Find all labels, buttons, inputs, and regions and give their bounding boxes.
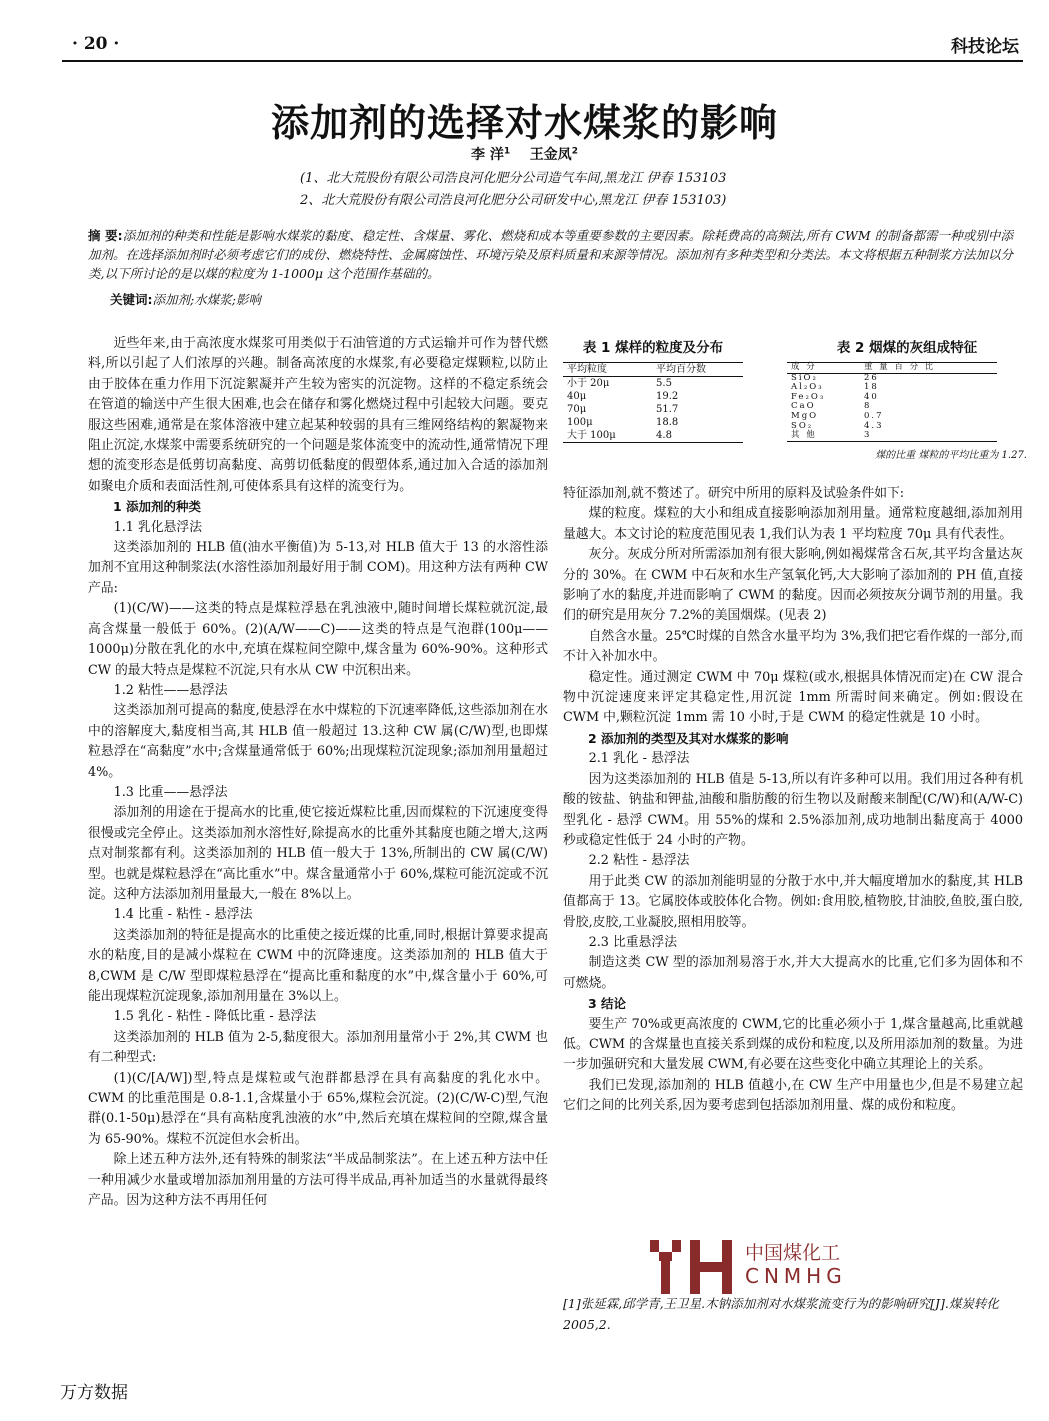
page-number: · 20 · <box>72 34 120 54</box>
reference: [1]张延霖,邱学青,王卫星.木钠添加剂对水煤浆流变行为的影响研究[J].煤炭转化 2005,2. <box>563 1296 999 1332</box>
watermark-cn: 中国煤化工 <box>745 1242 841 1264</box>
article-title: 添加剂的选择对水煤浆的影响 <box>270 101 778 145</box>
paragraph: 自然含水量。25℃时煤的自然含水量平均为 3%,我们把它看作煤的一部分,而不计入补加水中。 <box>563 628 1023 665</box>
paragraph: (1)(C/W)——这类的特点是煤粒浮悬在乳浊液中,随时间增长煤粒就沉淀,最高含煤量一般低于 60%。(2)(A/W——C)——这类的特点是气泡群(100μ——1000μ)分散在乳化的水中,充填在煤粒间空隙中,煤含量为 60%-90%。这种形式 CW 的最大特点是煤粒不沉淀,只有水从 CW 中沉积出来。 <box>88 601 548 678</box>
section-heading: 3 结论 <box>588 996 627 1012</box>
paragraph: 我们已发现,添加剂的 HLB 值越小,在 CW 生产中用量也少,但是不易建立起它们之间的比列关系,因为要考虑到包括添加剂用量、煤的成份和粒度。 <box>563 1077 1023 1114</box>
table-row <box>563 416 743 429</box>
paragraph: 特征添加剂,就不赘述了。研究中所用的原料及试验条件如下: <box>563 486 905 501</box>
author-2: 王金凤 <box>529 147 572 163</box>
table-row <box>563 377 743 391</box>
paragraph: 这类添加剂的特征是提高水的比重使之接近煤的比重,同时,根据计算要求提高水的粘度,目的是减小煤粒在 CWM 中的沉降速度。这类添加剂的 HLB 值大于 8,CWM 是 C/W 型即煤粒悬浮在“提高比重和黏度的水”中,煤含量小于 60%,可能出现煤粒沉淀现象,添加剂用量在 3%以上。 <box>88 927 548 1004</box>
affiliations <box>300 168 726 212</box>
paragraph: 要生产 70%或更高浓度的 CWM,它的比重必须小于 1,煤含量越高,比重就越低。CWM 的含煤量也直接关系到煤的成份和粒度,以及所用添加剂的数量。为进一步加强研究和大量发展 CWM,有必要在这些变化中确立其理论上的关系。 <box>563 1016 1023 1073</box>
paragraph: 除上述五种方法外,还有特殊的制浆法“半成品制浆法”。在上述五种方法中任一种用减少水量或增加添加剂用量的方法可得半成品,再补加适当的水量就得最终产品。因为这种方法不再用任何 <box>88 1152 548 1209</box>
paragraph: 用于此类 CW 的添加剂能明显的分散于水中,并大幅度增加水的黏度,其 HLB 值都高于 13。它属胶体或胶体化合物。例如:食用胶,植物胶,甘油胶,鱼胶,蛋白胶,骨胶,皮胶,工业凝胶,照相用胶等。 <box>563 873 1023 930</box>
subsection-heading: 1.1 乳化悬浮法 <box>113 519 202 535</box>
affiliation-1: (1、北大荒股份有限公司浩良河化肥分公司造气车间,黑龙江 伊春 153103 <box>300 171 727 186</box>
table-2-caption: 表 2 烟煤的灰组成特征 <box>836 340 978 356</box>
cnmhg-logo-icon <box>650 1236 732 1294</box>
table-row <box>787 422 997 432</box>
table-cell: 5.5 <box>656 378 672 389</box>
table-row <box>787 393 997 403</box>
table-cell: 4.3 <box>863 420 884 431</box>
table-2 <box>787 336 1027 461</box>
subsection-heading: 2.1 乳化 - 悬浮法 <box>588 751 690 767</box>
left-column <box>88 334 548 1211</box>
table-2-header: 成 分 <box>791 362 817 372</box>
table-cell: 4.8 <box>656 430 672 441</box>
table-1-header: 平均粒度 <box>567 364 607 375</box>
section-heading: 2 添加剂的类型及其对水煤浆的影响 <box>588 730 789 746</box>
table-row <box>563 429 743 443</box>
table-cell: Al₂O₃ <box>791 382 824 393</box>
abstract-label: 摘 要: <box>88 228 123 243</box>
keywords <box>110 290 261 308</box>
subsection-heading: 2.3 比重悬浮法 <box>588 934 677 950</box>
authors <box>0 144 1049 164</box>
paragraph: (1)(C/[A/W])型,特点是煤粒或气泡群都悬浮在具有高黏度的乳化水中。CWM 的比重范围是 0.8-1.1,含煤量小于 65%,煤粒会沉淀。(2)(C/W-C)型,气泡群(0.1-50μ)悬浮在“具有高粘度乳浊液的水”中,然后充填在煤粒间的空隙,煤含量为 65-90%。煤粒不沉淀但水会析出。 <box>88 1070 548 1147</box>
subsection-heading: 2.2 粘性 - 悬浮法 <box>588 853 690 869</box>
header-rule <box>62 60 1023 62</box>
table-cell: 小于 20μ <box>567 378 610 389</box>
watermark-en: CNMHG <box>745 1264 847 1288</box>
table-cell: 0.7 <box>863 410 884 421</box>
abstract <box>88 226 1013 283</box>
author-1-sup: 1 <box>503 146 511 157</box>
paragraph: 这类添加剂的 HLB 值(油水平衡值)为 5-13,对 HLB 值大于 13 的水溶性添加剂不宜用这种制浆法(水溶性添加剂最好用于制 COM)。用这种方法有两种 CW 产品: <box>88 540 548 596</box>
section-heading: 1 添加剂的种类 <box>113 499 202 515</box>
table-cell: 26 <box>863 372 879 383</box>
table-cell: 18.8 <box>656 417 679 428</box>
subsection-heading: 1.3 比重——悬浮法 <box>113 784 228 800</box>
table-cell: 18 <box>863 382 879 393</box>
journal-name: 科技论坛 <box>951 37 1019 57</box>
table-cell: MgO <box>791 410 819 421</box>
keywords-text: 添加剂;水煤浆;影响 <box>152 292 261 307</box>
table-row <box>787 412 997 422</box>
table-2-header: 重 量 百 分 比 <box>863 362 936 372</box>
table-cell: 40 <box>863 391 879 402</box>
watermark-logo <box>650 1236 880 1294</box>
table-1-grid <box>563 362 743 443</box>
table-cell: SO₂ <box>791 420 814 431</box>
table-cell: 其 他 <box>791 430 817 441</box>
paragraph: 因为这类添加剂的 HLB 值是 5-13,所以有许多种可以用。我们用过各种有机酸的铵盐、钠盐和钾盐,油酸和脂肪酸的衍生物以及耐酸来制配(C/W)和(A/W-C)型乳化 - 悬浮 CWM。用 55%的煤和 2.5%添加剂,成功地制出黏度高于 4000 秒或稳定性低于 24 小时的产物。 <box>563 771 1023 848</box>
paragraph: 稳定性。通过测定 CWM 中 70μ 煤粒(或水,根据具体情况而定)在 CW 混合物中沉淀速度来评定其稳定性,用沉淀 1mm 所需时间来确定。例如:假设在 CWM 中,颗粒沉淀 1mm 需 10 小时,于是 CWM 的稳定性就是 10 小时。 <box>563 669 1023 726</box>
table-cell: 大于 100μ <box>567 430 616 441</box>
paragraph: 制造这类 CW 型的添加剂易溶于水,并大大提高水的比重,它们多为固体和不可燃烧。 <box>563 955 1023 991</box>
paragraph: 近些年来,由于高浓度水煤浆可用类似于石油管道的方式运输并可作为替代燃料,所以引起了人们浓厚的兴趣。制备高浓度的水煤浆,有必要稳定煤颗粒,以防止由于胶体在重力作用下沉淀絮凝并产生较为密实的沉淀物。这样的不稳定系统会在管道的输送中产生很大困难,也会在储存和雾化燃烧过程中引起较大问题。要克服这些困难,通常是在浆体溶液中建立起某种较弱的具有三维网络结构的絮凝物来阻止沉淀,水煤浆中需要系统研究的一个问题是浆体流变中的流动性,通常情况下理想的流变形态是低剪切高黏度、高剪切低黏度的假塑体系,通过加入合适的添加剂如聚电介质和表面活性剂,可使体系具有这样的流变行为。 <box>88 336 548 494</box>
table-row <box>787 431 997 441</box>
table-row <box>787 402 997 412</box>
table-cell: 100μ <box>567 417 593 428</box>
paragraph: 灰分。灰成分所对所需添加剂有很大影响,例如褐煤常含石灰,其平均含量达灰分的 30%。在 CWM 中石灰和水生产氢氧化钙,大大影响了添加剂的 PH 值,直接影响了水的黏度,并进而影响了 CWM 的黏度。因而必须按灰分调节剂的用量。我们的研究是用灰分 7.2%的美国烟煤。(见表 2) <box>563 547 1023 624</box>
table-cell: Fe₂O₃ <box>791 391 826 402</box>
footer-source: 万方数据 <box>60 1383 128 1403</box>
table-cell: 70μ <box>567 404 587 415</box>
table-cell: 19.2 <box>656 391 679 402</box>
author-2-sup: 2 <box>571 146 578 157</box>
table-cell: SiO₂ <box>791 372 818 383</box>
subsection-heading: 1.4 比重 - 粘性 - 悬浮法 <box>113 907 253 923</box>
paragraph: 这类添加剂的 HLB 值为 2-5,黏度很大。添加剂用量常小于 2%,其 CWM 也有二种型式: <box>88 1029 548 1066</box>
table-1 <box>563 336 743 443</box>
table-1-caption: 表 1 煤样的粒度及分布 <box>582 340 724 356</box>
table-row <box>563 403 743 416</box>
paragraph: 添加剂的用途在于提高水的比重,使它接近煤粒比重,因而煤粒的下沉速度变得很慢或完全停止。这类添加剂水溶性好,除提高水的比重外其黏度也随之增大,这两点对制浆都有利。这类添加剂的 HLB 值一般大于 13%,所制出的 CW 属(C/W)型。也就是煤粒悬浮在“高比重水”中。煤含量通常小于 60%,煤粒可能沉淀或不沉淀。这种方法添加剂用量最大,一般在 8%以上。 <box>88 805 548 902</box>
subsection-heading: 1.2 粘性——悬浮法 <box>113 682 228 698</box>
author-1: 李 洋 <box>471 147 504 163</box>
keywords-label: 关键词: <box>110 292 153 307</box>
table-cell: 51.7 <box>656 404 679 415</box>
affiliation-2: 2、北大荒股份有限公司浩良河化肥分公司研发中心,黑龙江 伊春 153103) <box>300 193 727 208</box>
table-cell: CaO <box>791 401 816 412</box>
tables-area <box>563 336 1027 480</box>
abstract-text: 添加剂的种类和性能是影响水煤浆的黏度、稳定性、含煤量、雾化、燃烧和成本等重要参数的主要因素。除耗费高的高频法,所有 CWM 的制备都需一种或别中添加剂。在选择添加剂时必须考虑它们的成份、燃烧特性、金属腐蚀性、环境污染及原料质量和来源等情况。添加剂有多种类型和分类法。本文将根据五种制浆方法加以分类,以下所讨论的是以煤的粒度为 1-1000μ 这个范围作基础的。 <box>88 228 1014 281</box>
table-cell: 8 <box>863 401 872 412</box>
table-1-header: 平均百分数 <box>656 364 707 375</box>
table-2-note: 煤的比重 煤粒的平均比重为 1.27. <box>875 449 1027 461</box>
subsection-heading: 1.5 乳化 - 粘性 - 降低比重 - 悬浮法 <box>113 1009 317 1025</box>
paragraph: 这类添加剂可提高的黏度,使悬浮在水中煤粒的下沉速率降低,这些添加剂在水中的溶解度大,黏度相当高,其 HLB 值一般超过 13.这种 CW 属(C/W)型,也即煤粒悬浮在“高黏度”水中;含煤量通常低于 60%;出现煤粒沉淀现象;添加剂用量超过 4%。 <box>88 703 548 780</box>
table-cell: 3 <box>863 430 872 441</box>
table-2-grid <box>787 362 997 442</box>
table-row <box>563 390 743 403</box>
right-column <box>563 484 1023 1117</box>
paragraph: 煤的粒度。煤粒的大小和组成直接影响添加剂用量。通常粒度越细,添加剂用量越大。本文讨论的粒度范围见表 1,我们认为表 1 平均粒度 70μ 具有代表性。 <box>563 506 1023 542</box>
table-cell: 40μ <box>567 391 587 402</box>
